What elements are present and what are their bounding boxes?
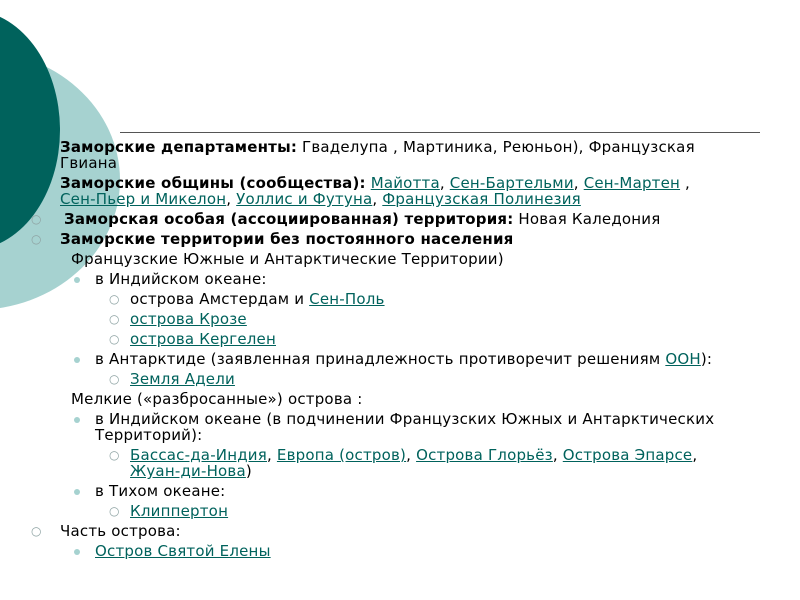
- hollow-bullet: ○: [31, 212, 42, 226]
- link-kerguelen[interactable]: острова Кергелен: [130, 330, 276, 348]
- departments-label: Заморские департаменты:: [60, 138, 298, 156]
- link-saint-paul[interactable]: Сен-Поль: [309, 290, 385, 308]
- filled-bullet: [74, 417, 80, 423]
- crozet-line: [130, 312, 247, 327]
- scattered-line: [71, 392, 362, 407]
- hollow-bullet: ○: [109, 312, 120, 326]
- filled-bullet: [74, 357, 80, 363]
- filled-bullet: [74, 549, 80, 555]
- uninhabited-label: Заморские территории без постоянного населения: [60, 230, 514, 248]
- link-bassas-da-india[interactable]: Бассас-да-Индия: [130, 446, 267, 464]
- special-territory-text: Новая Каледония: [513, 210, 661, 228]
- link-saint-barthelemy[interactable]: Сен-Бартельми: [449, 174, 574, 192]
- hollow-bullet: ○: [109, 372, 120, 386]
- adelie-line: [130, 372, 235, 387]
- filled-bullet: [74, 489, 80, 495]
- hollow-bullet: ○: [109, 448, 120, 462]
- hollow-bullet: ○: [109, 292, 120, 306]
- antarctica-line: [95, 352, 712, 367]
- uninhabited-line: [60, 232, 513, 247]
- departments-text-2: Гвиана: [60, 154, 118, 172]
- link-french-polynesia[interactable]: Французская Полинезия: [382, 190, 581, 208]
- departments-text: Гваделупа , Мартиника, Реюньон), Французская: [297, 138, 695, 156]
- islands-line-2: Жуан-ди-Нова): [130, 462, 252, 480]
- taaf-line: [71, 252, 504, 267]
- part-island-line: [60, 524, 181, 539]
- link-saint-pierre-miquelon[interactable]: Сен-Пьер и Микелон: [60, 190, 227, 208]
- indian-ocean-text: в Индийском океане:: [95, 270, 267, 288]
- kerguelen-line: [130, 332, 276, 347]
- indian-sub-line-2: [95, 428, 202, 443]
- islands-line: Бассас-да-Индия, Европа (остров), Острова Глорьёз, Острова Эпарсе,: [130, 446, 698, 464]
- antarctica-text: в Антарктиде (заявленная принадлежность противоречит решениям: [95, 350, 666, 368]
- departments-line-2: [60, 156, 117, 171]
- special-territory-label: Заморская особая (ассоциированная) территория:: [64, 210, 514, 228]
- amsterdam-line: [130, 292, 385, 307]
- amsterdam-text: острова Амстердам и: [130, 290, 310, 308]
- hollow-bullet: ○: [31, 524, 42, 538]
- link-clipperton[interactable]: Клиппертон: [130, 502, 229, 520]
- link-wallis-futuna[interactable]: Уоллис и Футуна: [236, 190, 373, 208]
- indian-sub-text: в Индийском океане (в подчинении Французских Южных и Антарктических: [95, 410, 715, 428]
- hollow-bullet: ○: [109, 332, 120, 346]
- indian-sub-text-2: Территорий):: [95, 426, 203, 444]
- link-saint-helena[interactable]: Остров Святой Елены: [95, 542, 271, 560]
- taaf-text: Французские Южные и Антарктические Территории): [71, 250, 504, 268]
- link-glorioso[interactable]: Острова Глорьёз: [416, 446, 553, 464]
- communities-line-2: Сен-Пьер и Микелон, Уоллис и Футуна, Французская Полинезия: [60, 190, 581, 208]
- link-europa[interactable]: Европа (остров): [276, 446, 407, 464]
- link-mayotte[interactable]: Майотта: [370, 174, 440, 192]
- part-island-text: Часть острова:: [60, 522, 181, 540]
- indian-ocean-line: [95, 272, 267, 287]
- link-crozet[interactable]: острова Крозе: [130, 310, 247, 328]
- special-territory-line: [64, 212, 660, 227]
- link-eparses[interactable]: Острова Эпарсе: [562, 446, 693, 464]
- antarctica-end: ):: [700, 350, 713, 368]
- departments-line: [60, 140, 695, 155]
- indian-sub-line: [95, 412, 714, 427]
- link-saint-martin[interactable]: Сен-Мартен: [583, 174, 681, 192]
- st-helena-line: [95, 544, 271, 559]
- hollow-bullet: ○: [109, 504, 120, 518]
- pacific-line: [95, 484, 225, 499]
- clipperton-line: [130, 504, 228, 519]
- filled-bullet: [74, 277, 80, 283]
- communities-line: Заморские общины (сообщества): Майотта, Сен-Бартельми, Сен-Мартен ,: [60, 174, 690, 192]
- hollow-bullet: ○: [31, 232, 42, 246]
- link-adelie-land[interactable]: Земля Адели: [130, 370, 235, 388]
- link-juan-de-nova[interactable]: Жуан-ди-Нова: [130, 462, 246, 480]
- communities-label: Заморские общины (сообщества):: [60, 174, 366, 192]
- link-un[interactable]: ООН: [665, 350, 701, 368]
- scattered-text: Мелкие («разбросанные») острова :: [71, 390, 363, 408]
- pacific-text: в Тихом океане:: [95, 482, 226, 500]
